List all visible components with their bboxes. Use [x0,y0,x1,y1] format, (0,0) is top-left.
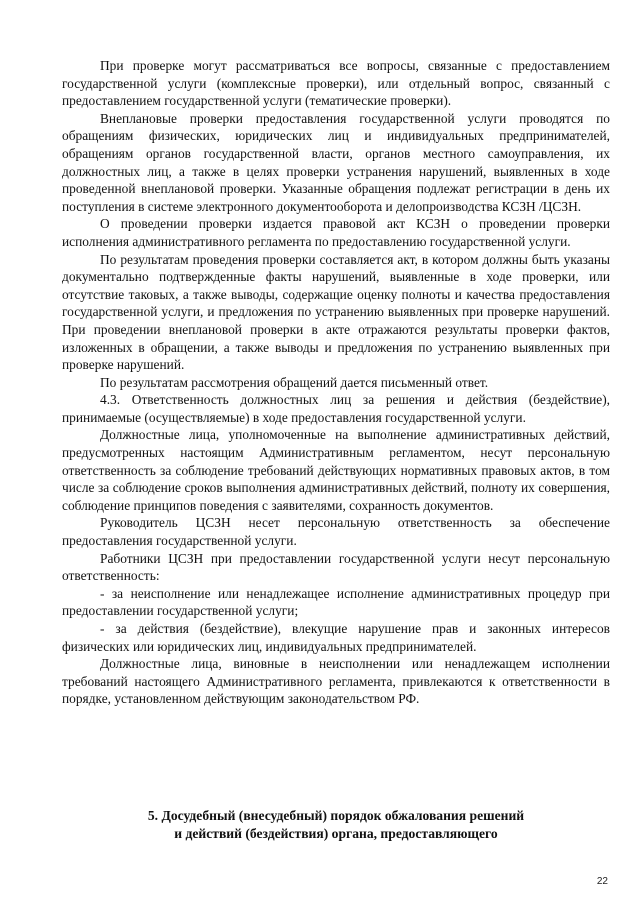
list-item-nonperformance: - за неисполнение или ненадлежащее исполнение административных процедур при предоставлении государственной услуги; [62,585,610,619]
page-number: 22 [596,876,608,887]
paragraph-officials-responsibility: Должностные лица, уполномоченные на выполнение административных действий, предусмотренных настоящим Административным регламентом, несут персональную ответственность за соблюдение требований действующих нормативных правовых актов, в том числе за соблюдение сроков выполнения административных действий, полноту их совершения, соблюдение принципов поведения с заявителями, сохранность документов. [62,427,610,513]
paragraph-inspection-scope: При проверке могут рассматриваться все вопросы, связанные с предоставлением государственной услуги (комплексные проверки), или отдельный вопрос, связанный с предоставлением государственной услуги (тематические проверки). [62,58,610,109]
paragraph-written-reply: По результатам рассмотрения обращений дается письменный ответ. [100,374,489,390]
paragraph-employees-responsibility: Работники ЦСЗН при предоставлении государственной услуги несут персональную ответственность: [62,550,610,584]
list-item-actions: - за действия (бездействие), влекущие нарушение прав и законных интересов физических или юридических лиц, индивидуальных предпринимателей. [62,621,610,654]
paragraph-liability: Должностные лица, виновные в неисполнении или ненадлежащем исполнении требований настоящего Административного регламента, привлекаются к ответственности в порядке, установленном действующим законодательством РФ. [62,656,610,707]
section-heading-line-2: и действий (бездействия) органа, предоставляющего [174,826,498,841]
paragraph-inspection-act: По результатам проведения проверки составляется акт, в котором должны быть указаны документально подтвержденные факты нарушений, выявленные в ходе проверки, или отсутствие таковых, а также выводы, содержащие оценку полноты и качества предоставления государственной услуги, и предложения по устранению выявленных при проверке нарушений. При проведении внеплановой проверки в акте отражаются результаты проверки фактов, изложенных в обращении, а также выводы и предложения по устранению выявленных при проверке нарушений. [62,251,610,373]
paragraph-unscheduled-inspections: Внеплановые проверки предоставления государственной услуги проводятся по обращениям физических, юридических лиц и индивидуальных предпринимателей, обращениям органов государственной власти, органов местного самоуправления, их должностных лиц, а также в целях проверки устранения нарушений, выявленных в ходе проведенной внеплановой проверки. Указанные обращения подлежат регистрации в день их поступления в системе электронного документооборота и делопроизводства КСЗН /ЦСЗН. [62,110,610,214]
body-text [62,57,610,708]
paragraph-legal-act: О проведении проверки издается правовой акт КСЗН о проведении проверки исполнения административного регламента по предоставлению государственной услуги. [62,216,610,249]
paragraph-head-responsibility: Руководитель ЦСЗН несет персональную ответственность за обеспечение предоставления государственной услуги. [62,515,610,549]
section-heading [62,807,610,843]
section-heading-line-1: 5. Досудебный (внесудебный) порядок обжалования решений [147,808,525,823]
paragraph-section-4-3: 4.3. Ответственность должностных лиц за решения и действия (бездействие), принимаемые (осуществляемые) в ходе предоставления государственной услуги. [62,392,610,425]
